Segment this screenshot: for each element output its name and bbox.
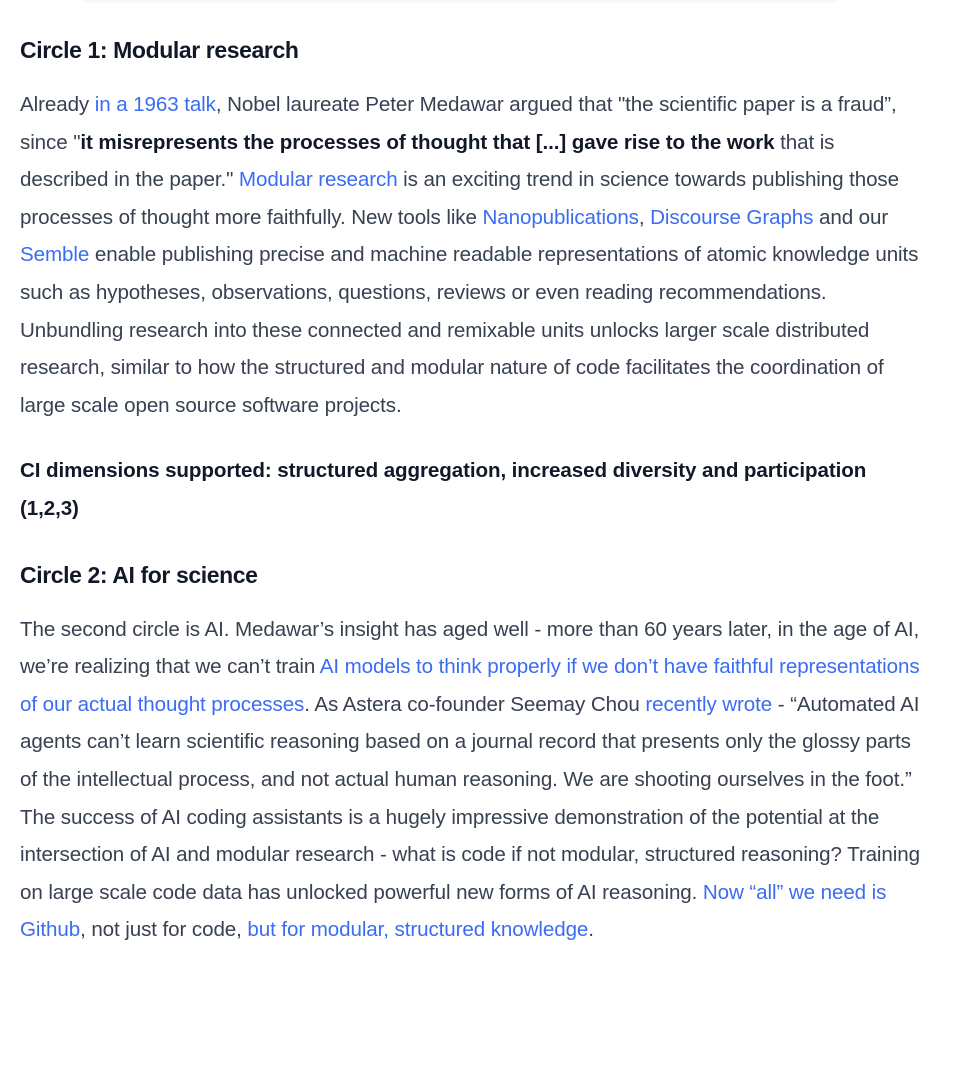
section-heading: Circle 1: Modular research — [20, 37, 299, 63]
text: , not just for code, — [80, 918, 248, 942]
text: , Nobel laureate Peter Medawar argued that "the scientific paper is a fraud”, since " — [20, 93, 897, 154]
ci-dimensions-note: CI dimensions supported: structured aggregation, increased diversity and participation (1,2,3) — [20, 459, 867, 520]
text: , — [638, 205, 651, 229]
link-recently-wrote[interactable]: recently wrote — [645, 692, 773, 716]
text: Already — [20, 93, 95, 116]
link-ai-models-think[interactable]: AI models to think properly if we don’t have faithful representations of our actual thought processes — [20, 655, 920, 716]
text: enable publishing precise and machine readable representations of atomic knowledge units such as hypotheses, observations, questions, reviews or even reading recommendations. Unbundling research into these connected and remixable units unlocks larger scale distributed research, similar to how the structured and modular nature of code facilitates the coordination of large scale open source software projects. — [20, 243, 919, 417]
link-semble[interactable]: Semble — [20, 243, 90, 267]
bold-quote: it misrepresents the processes of thought that [...] gave rise to the work — [80, 130, 775, 154]
text: that is described in the paper." — [20, 130, 835, 192]
text: . — [588, 918, 594, 942]
link-discourse-graphs[interactable]: Discourse Graphs — [650, 205, 814, 229]
link-modular-research[interactable]: Modular research — [238, 168, 398, 192]
section-paragraph — [20, 611, 920, 949]
link-nanopublications[interactable]: Nanopublications — [482, 205, 639, 229]
section-circle-2 — [20, 555, 920, 949]
link-modular-structured-knowledge[interactable]: but for modular, structured knowledge — [247, 918, 589, 942]
text: The second circle is AI. Medawar’s insight has aged well - more than 60 years later, in the age of AI, we’re realizing that we can’t train — [20, 617, 920, 679]
text: - “Automated AI agents can’t learn scientific reasoning based on a journal record that presents only the glossy parts of the intellectual process, and not actual human reasoning. We are shooting ourselves in the foot.” The success of AI coding assistants is a hugely impressive demonstration of the potential at the intersection of AI and modular research - what is code if not modular, structured reasoning? Training on large scale code data has unlocked powerful new forms of AI reasoning. — [20, 692, 920, 904]
top-card-edge — [78, 0, 842, 3]
article-content — [20, 30, 920, 949]
link-github-all-we-need[interactable]: Now “all” we need is Github — [20, 880, 887, 942]
section-circle-1 — [20, 30, 920, 528]
text: and our — [813, 205, 889, 229]
text: . As Astera co-founder Seemay Chou — [304, 692, 646, 716]
section-paragraph — [20, 86, 920, 424]
link-1963-talk[interactable]: in a 1963 talk — [94, 93, 216, 116]
text: is an exciting trend in science towards publishing those processes of thought more faithfully. New tools like — [20, 168, 899, 229]
section-heading: Circle 2: AI for science — [20, 561, 258, 588]
